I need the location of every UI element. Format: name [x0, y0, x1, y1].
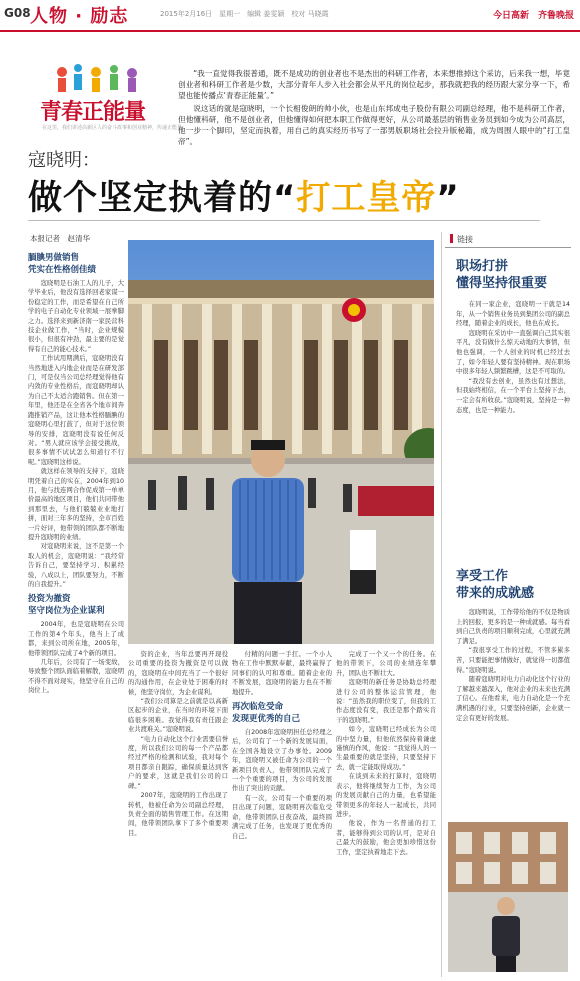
headline-highlight: 打工皇帝 — [296, 178, 437, 218]
edition-meta: 2015年2月16日 星期一 编辑 姜雯颖 校对 马晓霞 — [160, 10, 329, 18]
paragraph: 在同一家企业，寇晓明一干就是14年，从一个销售业务员到集团公司的副总经理，随着企业的成长，他也在成长。 — [456, 301, 570, 328]
sidebar-heading-2 — [456, 568, 570, 602]
intro-paragraph: 说这话的就是寇晓明，一个长相俊朗的帅小伙，也是山东邦成电子股份有限公司副总经理，他不是科研工作者，但他懂科研，他不是创业者，但他懂得如何把本职工作做得更好，从公司最基层的销售业务员到如今成为公司高层，他一步一个脚印，坚定而执着，用自己的真实经历书写了一部男版职场社会拉升版秘籍，成为周围人眼中的“打工皇帝”。 — [178, 103, 570, 147]
newspaper-brand: 今日高新 齐鲁晚报 — [492, 11, 574, 21]
sidebar-heading-line: 懂得坚持很重要 — [456, 276, 548, 291]
subheading: 腼腆男做销售 — [28, 253, 80, 263]
intro-paragraph: “我一直觉得我很普通，既不是成功的创业者也不是杰出的科研工作者，本来想推掉这个采访，后来我一想，毕竟创业者和科研工作者是少数，大部分青年人步入社会都会从平凡的岗位起步，那我就把我的经历跟大家分享一下，希望也能传播点‘青春正能量’。” — [178, 69, 570, 101]
paragraph: 寇晓明在采访中一直强调自己其实很平凡，没有做什么惊天动地的大事情，但他也强调，一个人创业的时机已经过去了，如今年轻人要有坚持精神。现在职场中很多年轻人频繁跳槽，这是不可取的。 — [456, 329, 570, 376]
byline: 本报记者 赵清华 — [30, 234, 90, 243]
headline — [28, 170, 460, 219]
paragraph: 如今，寇晓明已经成长为公司的中坚力量，但他依然保持着谦虚谨慎的作风，他说：“我觉得人的一生最重要的就是坚持，只要坚持下去，就一定能取得成功。” — [336, 726, 436, 771]
sidebar-label: 链接 — [450, 234, 473, 245]
paragraph: 就这样在领导的支持下，寇晓明凭着自己的实在，2004年到10月，他与找连网合作促成第一单单价最高的地区项目，他们共同带他到那里去，与他们兢兢业业地打拼，面对三年多的坚持，全市百姓一片好评，他带领的团队都不断地提升寇晓明的业绩。 — [28, 468, 124, 541]
paragraph: “我很享受工作的过程，不管多累多苦，只要能把事情做好，就觉得一切都值得。”寇晓明说。 — [456, 647, 570, 674]
headline-part: 做个坚定执着的“ — [28, 178, 297, 218]
paragraph: 寇晓明的新任务是协助总经理进行公司的整体运营管理，他说：“虽然我的职位变了，但我的工作态度没有变，我还是那个踏实肯干的寇晓明。” — [336, 679, 436, 724]
subheading: 坚守岗位为企业谋利 — [28, 606, 105, 617]
paragraph: 几年后，公司有了一场变故，导致整个团队面临着解散，寇晓明不得不面对现实，他坚守在自己的岗位上。 — [28, 659, 124, 695]
sidebar-heading-line: 职场打拼 — [456, 259, 509, 274]
confetti-figures-icon — [57, 64, 137, 92]
divider — [28, 220, 540, 221]
paragraph: “我没有去创业，虽然也有过想法，但我始终相信，在一个平台上坚持下去，一定会有所收获。”寇晓明说，坚持是一种态度，也是一种能力。 — [456, 377, 570, 414]
paragraph: 对寇晓明来说，这不是第一个取人的机会，寇晓明说：“我经常告诉自己，要坚持学习、积累经验，八成以上，团队要努力，不断的自我提升。” — [28, 543, 124, 588]
section-title: 人物 · 励志 — [30, 6, 129, 27]
sidebar-heading-line: 享受工作 — [456, 569, 509, 584]
paragraph: 资的企业，当年总要再开现役公司重要的投资为撤资是可以做的，寇晓明在中间充当了一个很好的沟通作用，在企业处于困难的时候，他坚守岗位，为企业谋利。 — [128, 651, 228, 696]
paragraph: 随着寇晓明对电力自动化这个行业的了解越来越深入，他对企业的未来也充满了信心。在他看来，电力自动化是一个充满机遇的行业，只要坚持创新，企业就一定会有更好的发展。 — [456, 676, 570, 722]
paragraph: 2007年，寇晓明的工作出现了转机，他被任命为公司副总经理，负责全面的销售管理工作。在这期间，他带领团队拿下了多个重要项目。 — [128, 792, 228, 837]
subheading: 发现更优秀的自己 — [232, 714, 301, 725]
column-divider — [441, 232, 442, 977]
paragraph: 有一次，公司有一个重要的项目出现了问题，寇晓明再次临危受命，他带领团队日夜奋战，最终圆满完成了任务，也发现了更优秀的自己。 — [232, 794, 332, 840]
article-column-4 — [336, 650, 436, 978]
paragraph: 他说，作为一名普通的打工者，能够得到公司的认可，是对自己最大的鼓励，他会更加珍惜这份工作，坚定执着地走下去。 — [336, 820, 436, 856]
paragraph: 自2008年寇晓明担任总经理之后，公司有了一个新的发展局面，在全国各地设立了办事处。2009年，寇晓明又被任命为公司的一个新项目负责人，他带领团队完成了一个个重要的项目，为公司的发展作出了突出的贡献。 — [232, 729, 332, 793]
paragraph: 完成了一个又一个的任务。在他的带领下，公司的业绩连年攀升，团队也不断壮大。 — [336, 651, 436, 677]
paragraph: 工作试用期满后，寇晓明没有当然地进入内地企业而是在研发部门，可是仅当公司总经理觉得他有内敛的专业性格后，而寇晓明却认为自己不太适合跑销售。但在第一年里，他还是在全省各个地市间奔跑推销产品，这让他本性格腼腆的寇晓明心里打鼓了，但对于这位领导的安排，寇晓明没有说任何反对。“男人就应该学会接受挑战，很多事情不试试怎么知道行不行呢。”寇晓明这样说。 — [28, 355, 124, 466]
subheading: 凭实在性格创佳绩 — [28, 265, 97, 275]
subheading: 投资为撤资 — [28, 594, 71, 605]
secondary-photo — [448, 822, 568, 972]
paragraph: 2004年，也是寇晓明在公司工作的第4个年头，他当上了成都，来到公司所在地，2005年，他带领团队完成了4个新的项目。 — [28, 621, 124, 657]
article-column-1 — [28, 252, 124, 980]
paragraph: “电力自动化这个行业需要信誉度，所以我们公司的每一个产品都经过严格的检测和试验，我对每个项目都亲自跟踪，确保质量达到客户的要求，这就是我们公司的口碑。” — [128, 735, 228, 790]
headline-part: ” — [436, 178, 460, 218]
paragraph: 寇晓明是石油工人的儿子，大学毕业后，他没有选择回老家谋一份稳定的工作，而是希望在自己所学的电子自动化专业领域一展拳脚之力。选择来到新济南一家民营科技企业做工作，“当时，企业规模很小，但很有冲劲，最主要的是觉得有自己的能心技术。” — [28, 280, 124, 353]
sidebar-body-2 — [456, 608, 570, 816]
subheading: 再次临危受命 — [232, 702, 284, 713]
sidebar-body-1 — [456, 300, 570, 558]
paragraph: 付精的问题一手扛。一个小人物在工作中默默奉献，最终赢得了同事们的认可和尊重。随着企业的不断发展，寇晓明的能力也在不断地提升。 — [232, 651, 332, 696]
paragraph: 寇晓明说，工作带给他的不仅是物质上的回报，更多的是一种成就感。每当看到自己负责的项目顺利完成，心里就充满了满足。 — [456, 609, 570, 645]
page-number: G08 — [4, 6, 31, 20]
paragraph: 在谈到未来的打算时，寇晓明表示，他将继续努力工作，为公司的发展贡献自己的力量，也希望能带领更多的年轻人一起成长，共同进步。 — [336, 773, 436, 818]
paragraph: “我们公司算是之前就是以高新区起步的企业，在当时的环境下面临很多困难。我觉得我有责任跟企业共渡难关。”寇晓明说。 — [128, 698, 228, 734]
article-column-3 — [232, 650, 332, 978]
sidebar-heading-1 — [456, 258, 570, 292]
main-photo — [128, 240, 434, 644]
headline-kicker: 寇晓明： — [28, 150, 100, 171]
article-intro — [178, 68, 570, 148]
article-column-2 — [128, 650, 228, 978]
sidebar-heading-line: 带来的成就感 — [456, 586, 535, 601]
column-logo-text: 青春正能量 — [40, 100, 146, 125]
column-logo-caption: 在这里，我们讲述高新区人的奋斗故事和创业精神，传递正能量 — [42, 125, 183, 131]
person-shirt — [232, 478, 304, 582]
